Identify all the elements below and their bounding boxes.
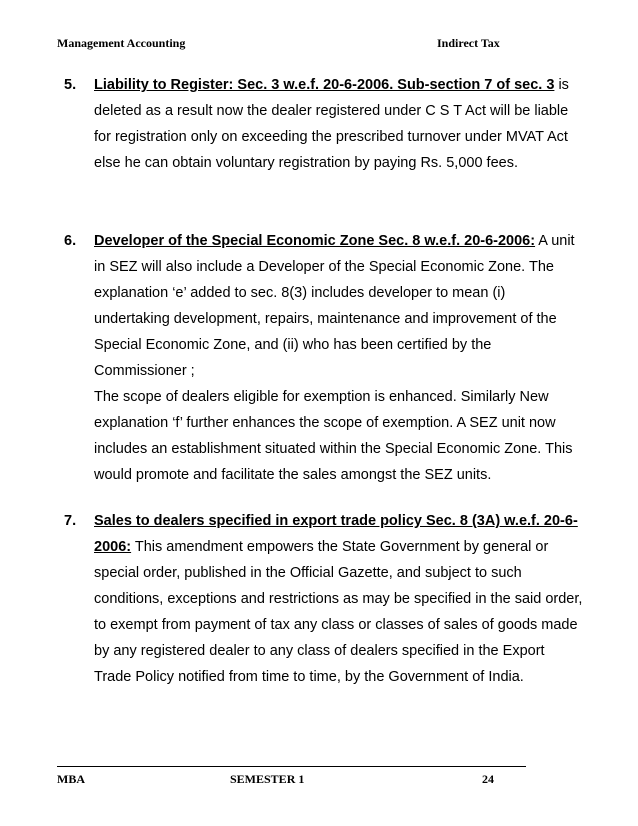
footer-divider <box>57 766 526 767</box>
item-number: 7. <box>64 513 77 529</box>
footer-semester: SEMESTER 1 <box>230 772 305 786</box>
item-text: is deleted as a result now the dealer registered under C S T Act will be liable for registration only on exceeding the prescribed turnover under MVAT Act else he can obtain voluntary registration by paying Rs. 5,000 fees. <box>94 77 569 171</box>
item-text-second-paragraph: The scope of dealers eligible for exemption is enhanced. Similarly New explanation ‘f’ further enhances the scope of exemption. A SEZ unit now includes an establishment situated within the Special Economic Zone. This would promote and facilitate the sales amongst the SEZ units. <box>94 389 573 483</box>
item-body <box>94 228 584 488</box>
item-number: 6. <box>64 233 77 249</box>
item-body <box>94 508 584 690</box>
item-heading: Liability to Register: Sec. 3 w.e.f. 20-6-2006. Sub-section 7 of sec. 3 <box>94 77 555 93</box>
header-course-title: Management Accounting <box>57 36 186 50</box>
item-text: This amendment empowers the State Government by general or special order, published in the Official Gazette, and subject to such conditions, exceptions and restrictions as may be specified in the said order, to exempt from payment of tax any class or classes of sales of goods made by any registered dealer to any class of dealers specified in the Export Trade Policy notified from time to time, by the Government of India. <box>94 539 583 685</box>
list-item <box>64 508 584 690</box>
item-heading: Sales to dealers specified in export trade policy Sec. 8 (3A) w.e.f. 20-6-2006: <box>94 513 578 555</box>
item-body <box>94 72 584 176</box>
page-number: 24 <box>482 772 494 786</box>
item-text: A unit in SEZ will also include a Developer of the Special Economic Zone. The explanation ‘e’ added to sec. 8(3) includes developer to mean (i) undertaking development, repairs, maintenance and improvement of the Special Economic Zone, and (ii) who has been certified by the Commissioner ; <box>94 233 575 379</box>
item-heading: Developer of the Special Economic Zone Sec. 8 w.e.f. 20-6-2006: <box>94 233 536 249</box>
item-number: 5. <box>64 77 77 93</box>
list-item <box>64 228 584 488</box>
list-item <box>64 72 584 176</box>
footer-program: MBA <box>57 772 85 786</box>
header-subject-title: Indirect Tax <box>437 36 500 50</box>
